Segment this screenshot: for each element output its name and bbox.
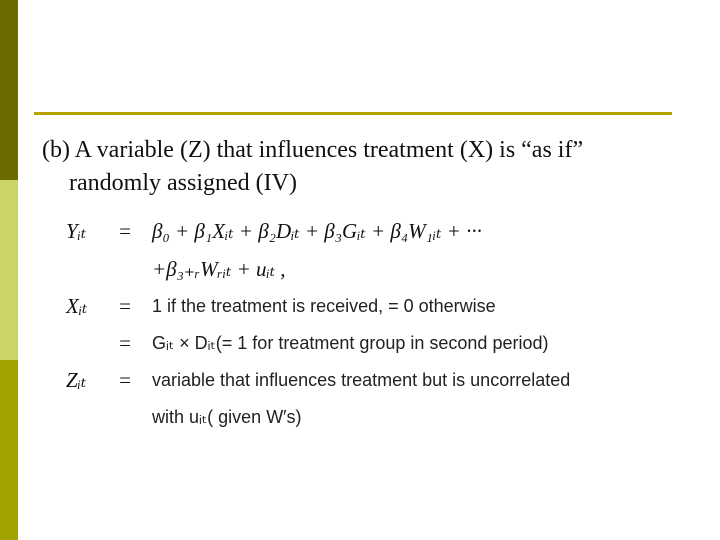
sidebar-segment-middle: [0, 180, 18, 360]
title-divider: [34, 112, 672, 115]
equation-z-rhs: variable that influences treatment but is uncorrelated: [152, 370, 571, 390]
equation-y-lhs: Yᵢₜ: [66, 219, 87, 243]
equation-y-equals: =: [119, 219, 131, 243]
equation-x-lhs: Xᵢₜ: [66, 294, 88, 318]
heading-line-1: (b) A variable (Z) that influences treatment (X) is “as if”: [42, 137, 584, 163]
equation-z-continuation: with uᵢₜ( given W′s): [152, 407, 302, 427]
sidebar-segment-top: [0, 0, 18, 180]
equation-z-lhs: Zᵢₜ: [66, 368, 87, 392]
heading-line-2: randomly assigned (IV): [69, 170, 297, 196]
equation-x-equals: =: [119, 294, 131, 318]
equation-x-second-equals: =: [119, 331, 131, 355]
equation-y-rhs: β₀ + β₁Xᵢₜ + β₂Dᵢₜ + β₃Gᵢₜ + β₄W₁ᵢₜ + ···: [152, 219, 482, 243]
equation-y-continuation: +β₃₊ᵣWᵣᵢₜ + uᵢₜ ,: [152, 257, 286, 281]
sidebar-segment-bottom: [0, 360, 18, 540]
equation-x-second-rhs: Gᵢₜ × Dᵢₜ(= 1 for treatment group in second period): [152, 333, 549, 353]
equation-z-equals: =: [119, 368, 131, 392]
equation-x-rhs: 1 if the treatment is received, = 0 otherwise: [152, 296, 496, 316]
slide-heading: [42, 134, 702, 200]
